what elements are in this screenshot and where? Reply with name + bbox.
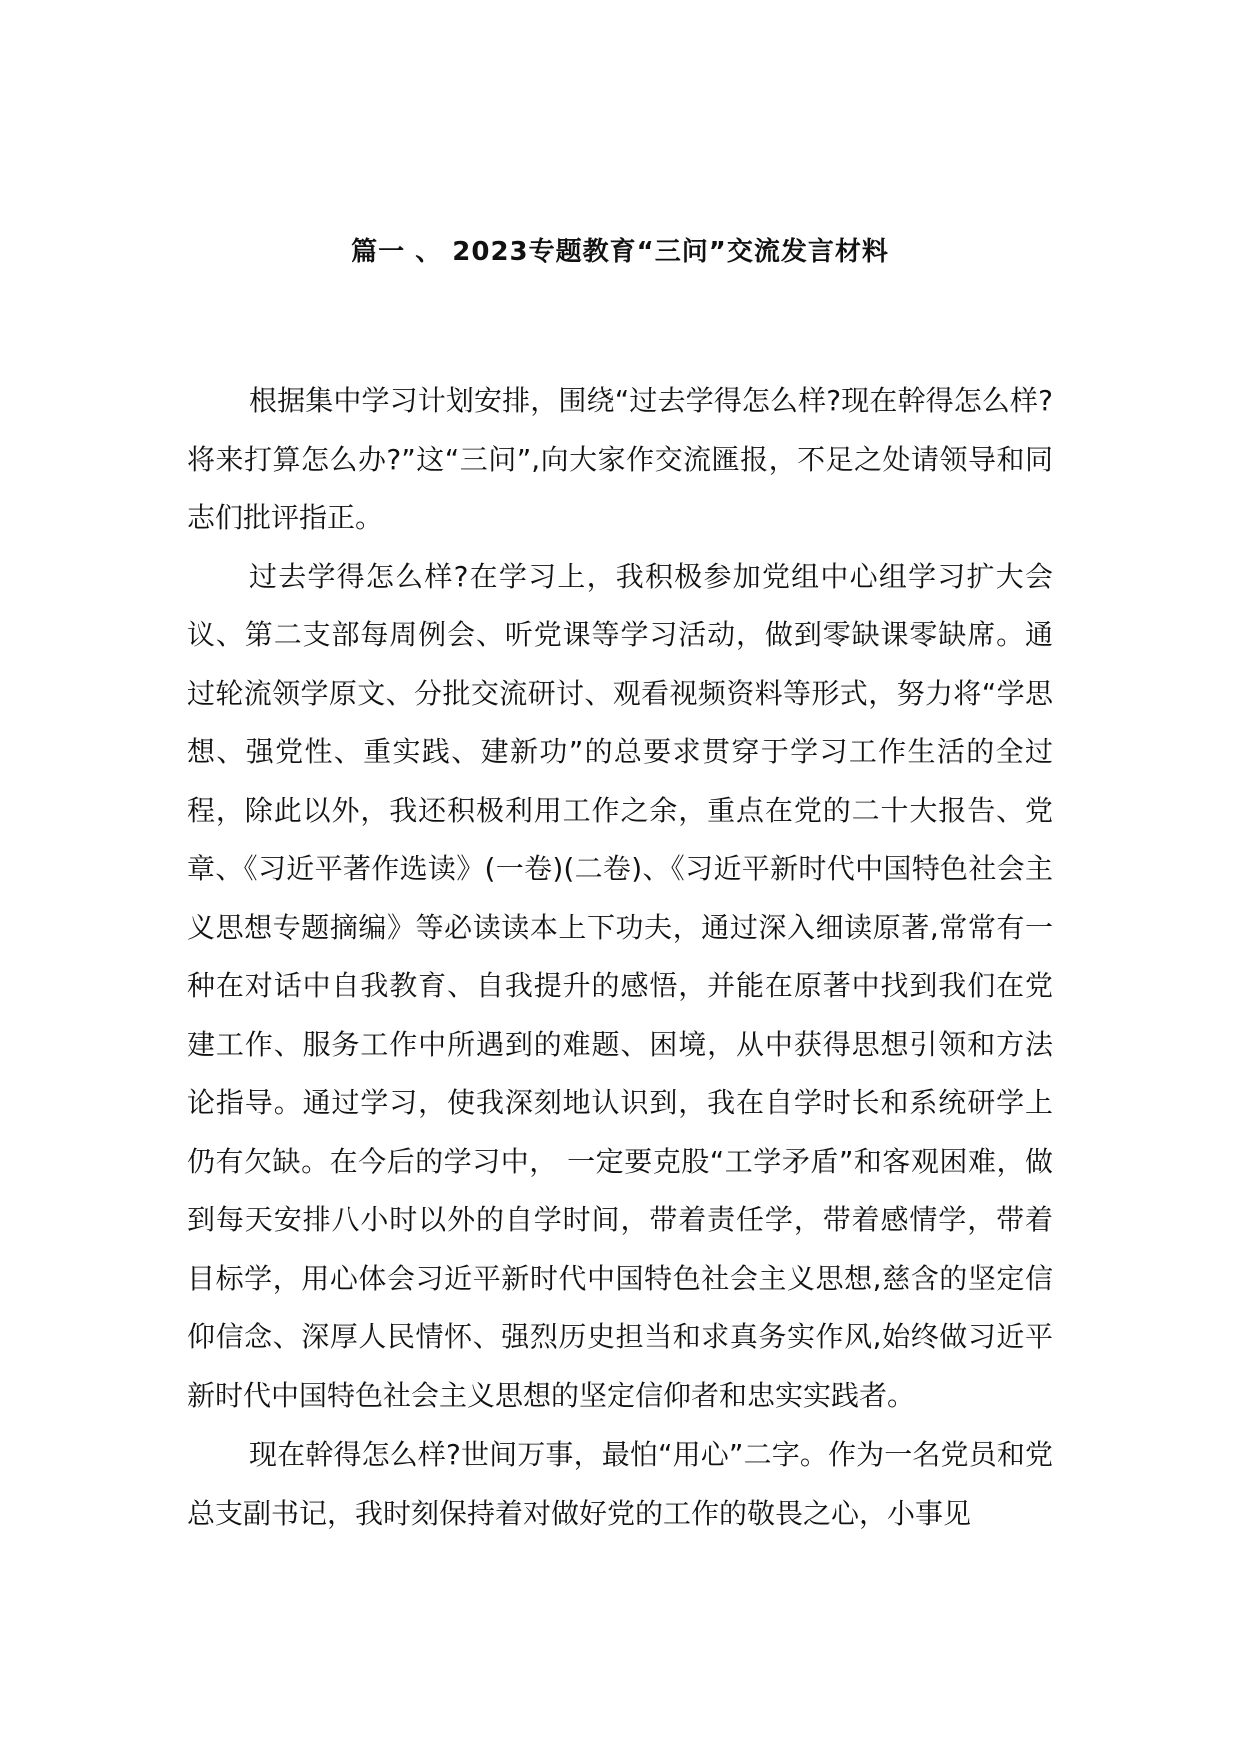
paragraph-present-work: 现在幹得怎么样?世间万事，最怕“用心”二字。作为一名党员和党总支副书记，我时刻保持着对做好党的工作的敬畏之心，小事见 [187, 1438, 1053, 1530]
document-body [187, 372, 1053, 1543]
paragraph-intro: 根据集中学习计划安排，围绕“过去学得怎么样?现在幹得怎么样?将来打算怎么办?”这“三问”,向大家作交流匯报，不足之处请领导和同志们批评指正。 [187, 384, 1053, 534]
paragraph-past-learning: 过去学得怎么样?在学习上，我积极参加党组中心组学习扩大会议、第二支部每周例会、听党课等学习活动，做到零缺课零缺席。通过轮流领学原文、分批交流研讨、观看视频资料等形式，努力将“学思想、强党性、重实践、建新功”的总要求贯穿于学习工作生活的全过程，除此以外，我还积极利用工作之余，重点在党的二十大报告、党章、《习近平著作选读》(一卷)(二卷)、《习近平新时代中国特色社会主义思想专题摘编》等必读读本上下功夫，通过深入细读原著,常常有一种在对话中自我教育、自我提升的感悟，并能在原著中找到我们在党建工作、服务工作中所遇到的难题、困境，从中获得思想引领和方法论指导。通过学习，使我深刻地认识到，我在自学时长和系统研学上仍有欠缺。在今后的学习中， 一定要克股“工学矛盾”和客观困难，做到每天安排八小时以外的自学时间，带着责任学，带着感情学，带着目标学，用心体会习近平新时代中国特色社会主义思想,慈含的坚定信仰信念、深厚人民情怀、强烈历史担当和求真务实作风,始终做习近平新时代中国特色社会主义思想的坚定信仰者和忠实实践者。 [187, 559, 1053, 1412]
document-title: 篇一 、 2023专题教育“三问”交流发言材料 [351, 237, 889, 267]
